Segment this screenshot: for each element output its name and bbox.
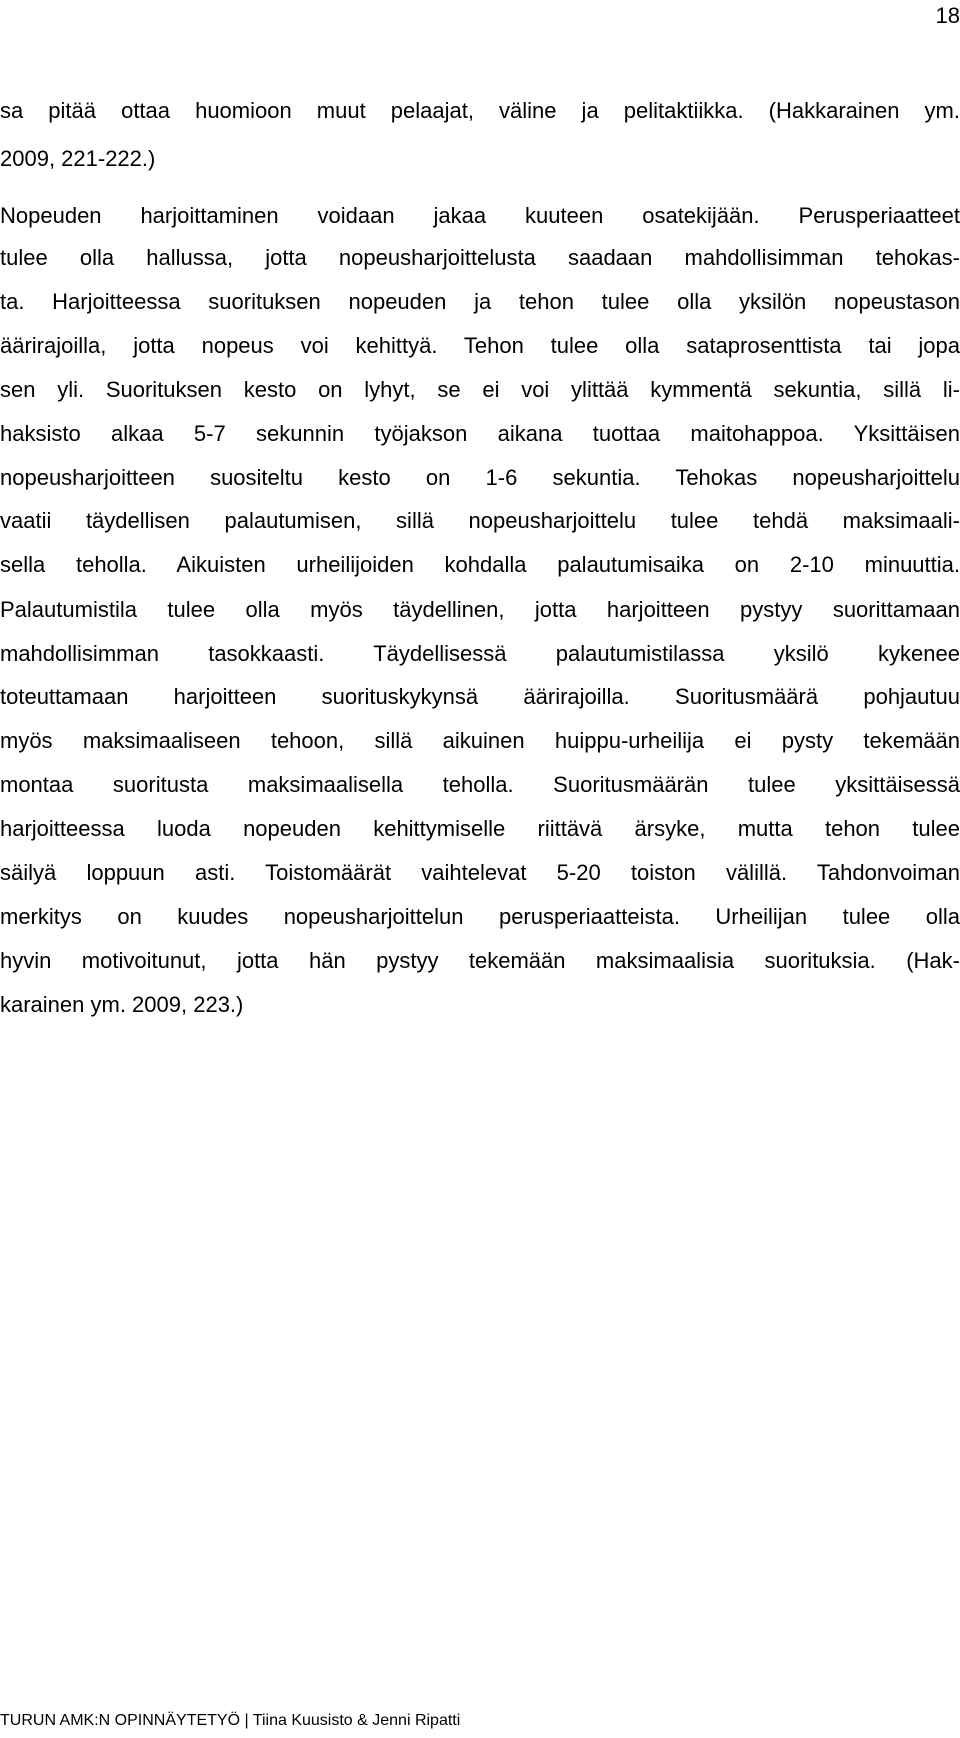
page-number: 18 — [935, 3, 960, 28]
text-line: vaatii täydellisen palautumisen, sillä nopeusharjoittelu tulee tehdä maksimaali- — [0, 508, 960, 533]
text-line: haksisto alkaa 5-7 sekunnin työjakson aikana tuottaa maitohappoa. Yksittäisen — [0, 421, 960, 446]
text-line: myös maksimaaliseen tehoon, sillä aikuinen huippu-urheilija ei pysty tekemään — [0, 728, 960, 753]
text-line: merkitys on kuudes nopeusharjoittelun perusperiaatteista. Urheilijan tulee olla — [0, 904, 960, 929]
text-line: sen yli. Suorituksen kesto on lyhyt, se ei voi ylittää kymmentä sekuntia, sillä li- — [0, 377, 960, 402]
text-line: Palautumistila tulee olla myös täydellinen, jotta harjoitteen pystyy suorittamaan — [0, 597, 960, 622]
text-line: 2009, 221-222.) — [0, 146, 156, 171]
footer: TURUN AMK:N OPINNÄYTETYÖ | Tiina Kuusisto & Jenni Ripatti — [0, 1712, 461, 1729]
text-line: säilyä loppuun asti. Toistomäärät vaihtelevat 5-20 toiston välillä. Tahdonvoiman — [0, 860, 960, 885]
text-line: sa pitää ottaa huomioon muut pelaajat, väline ja pelitaktiikka. (Hakkarainen ym. — [0, 98, 960, 123]
text-line: tulee olla hallussa, jotta nopeusharjoittelusta saadaan mahdollisimman tehokas- — [0, 245, 960, 270]
text-line: karainen ym. 2009, 223.) — [0, 992, 244, 1017]
text-line: nopeusharjoitteen suositeltu kesto on 1-6 sekuntia. Tehokas nopeusharjoittelu — [0, 465, 960, 490]
text-line: montaa suoritusta maksimaalisella teholla. Suoritusmäärän tulee yksittäisessä — [0, 772, 960, 797]
text-line: mahdollisimman tasokkaasti. Täydellisessä palautumistilassa yksilö kykenee — [0, 641, 960, 666]
text-line: ta. Harjoitteessa suorituksen nopeuden ja tehon tulee olla yksilön nopeustason — [0, 289, 960, 314]
text-line: sella teholla. Aikuisten urheilijoiden kohdalla palautumisaika on 2-10 minuuttia. — [0, 552, 960, 577]
text-line: hyvin motivoitunut, jotta hän pystyy tekemään maksimaalisia suorituksia. (Hak- — [0, 948, 960, 973]
text-line: Nopeuden harjoittaminen voidaan jakaa kuuteen osatekijään. Perusperiaatteet — [0, 203, 960, 228]
text-line: toteuttamaan harjoitteen suorituskykynsä äärirajoilla. Suoritusmäärä pohjautuu — [0, 684, 960, 709]
text-line: harjoitteessa luoda nopeuden kehittymiselle riittävä ärsyke, mutta tehon tulee — [0, 816, 960, 841]
text-line: äärirajoilla, jotta nopeus voi kehittyä. Tehon tulee olla sataprosenttista tai jopa — [0, 333, 960, 358]
